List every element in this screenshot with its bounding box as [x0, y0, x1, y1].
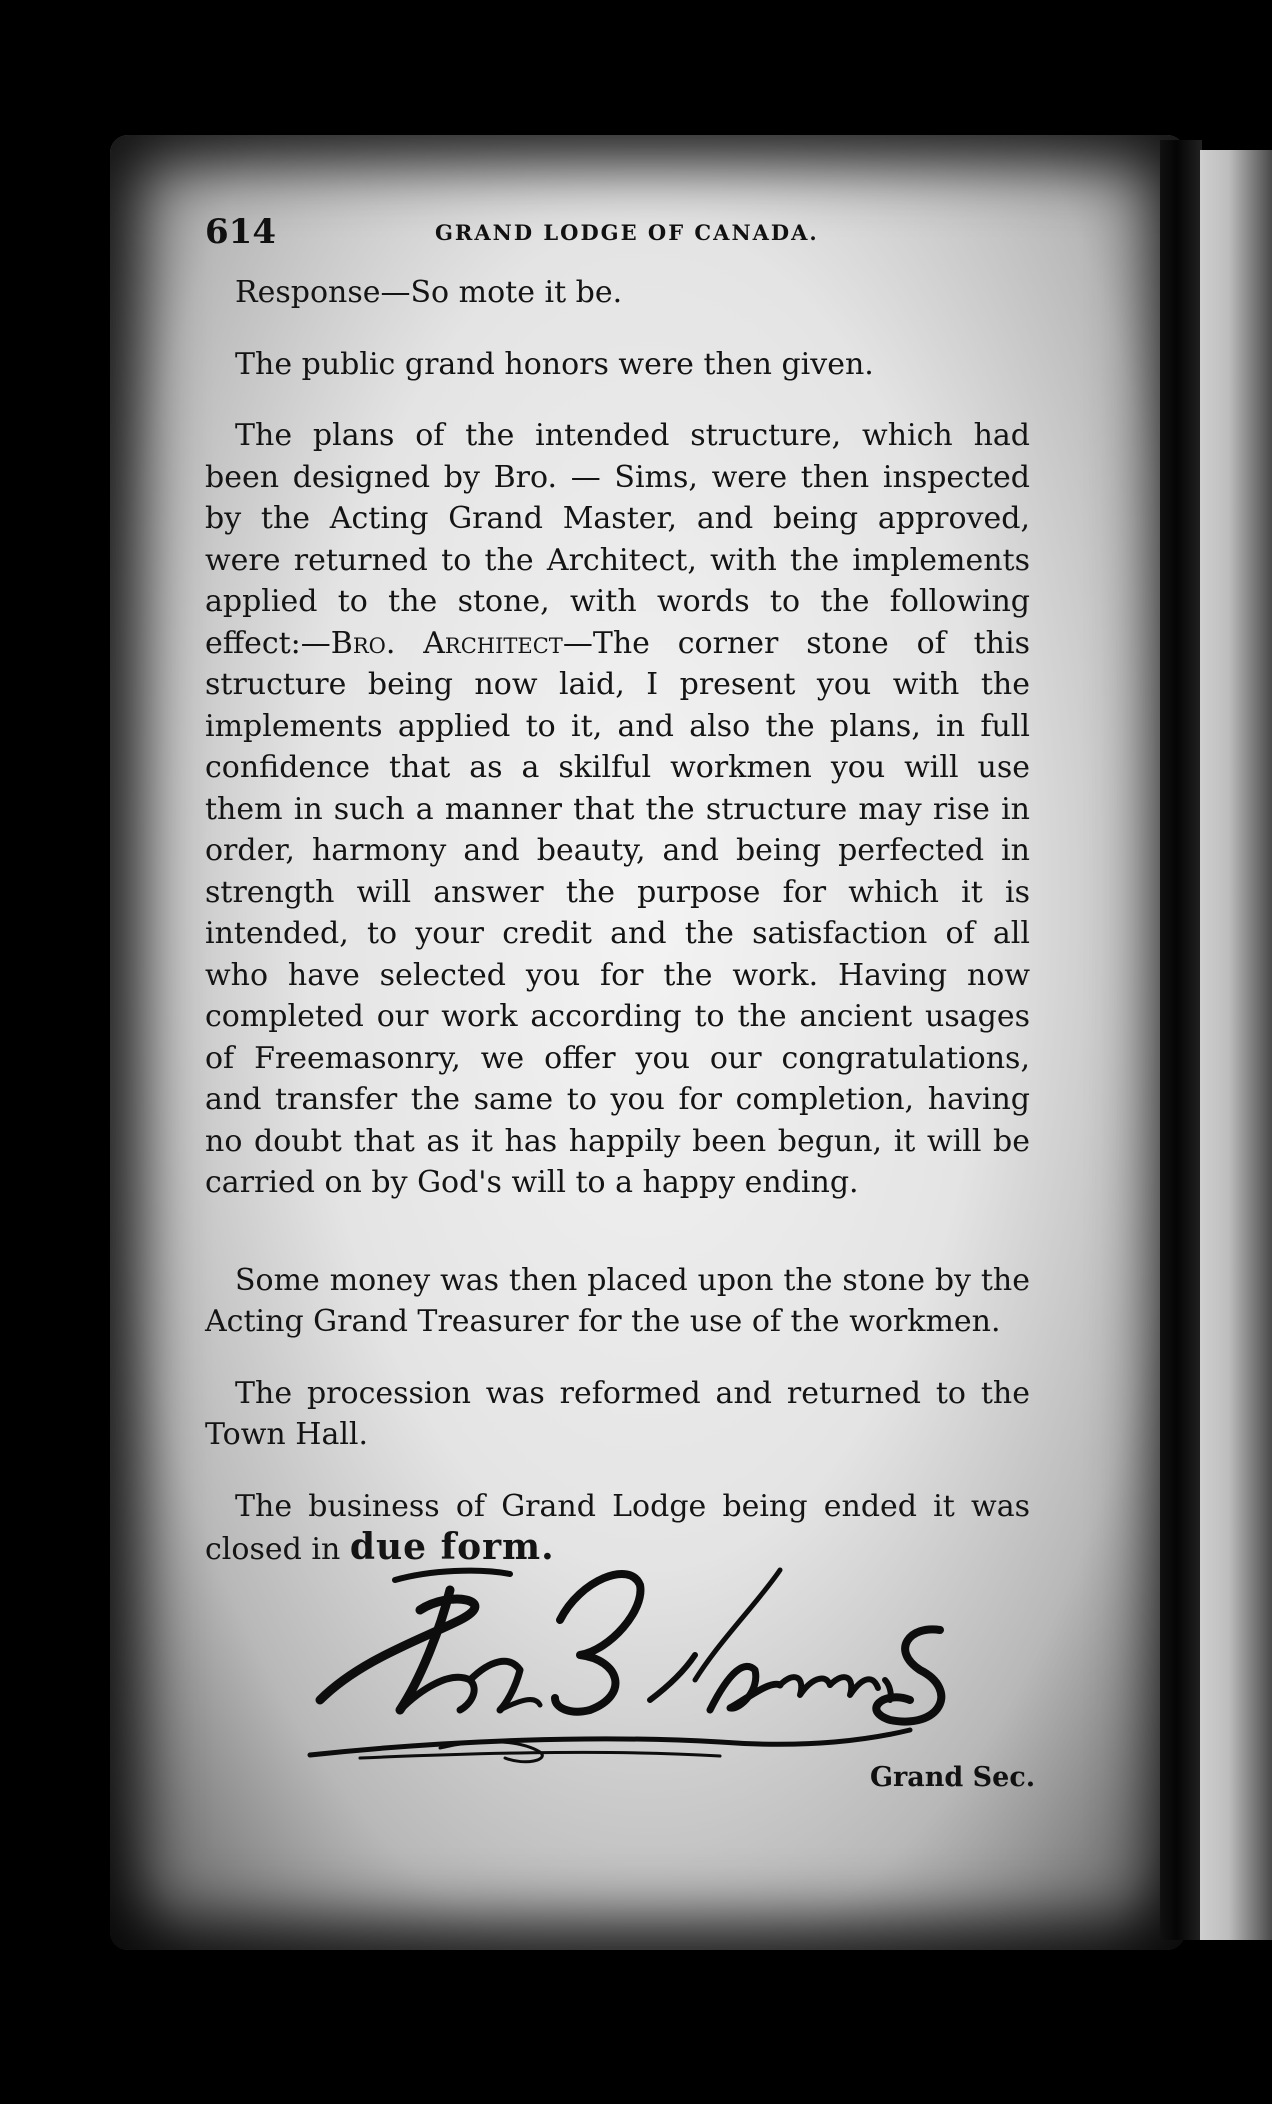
running-head: GRAND LODGE OF CANADA. [435, 220, 819, 245]
bro-architect-smallcaps: Bro. Architect [330, 625, 563, 661]
paragraph-plans [205, 415, 1030, 1204]
closing-text: The business of Grand Lodge being ended it was closed in [205, 1488, 1030, 1567]
plans-text-2: —The corner stone of this structure being now laid, I present you with the implements applied to it, and also the plans, in full confidence that as a skilful workmen you will use them in such a manner that the structure may rise in order, harmony and beauty, and being perfected in strength will answer the purpose for which it is intended, to your credit and the satisfaction of all who have selected you for the work. Having now completed our work according to the ancient usages of Freemasonry, we offer you our congratulations, and transfer the same to you for completion, having no doubt that as it has happily been begun, it will be carried on by God's will to a happy ending. [205, 625, 1030, 1200]
paragraph-response: Response—So mote it be. [235, 275, 623, 310]
paragraph-procession: The procession was reformed and returned to the Town Hall. [205, 1375, 1030, 1452]
paragraph-closing [205, 1486, 1030, 1571]
due-form-blackletter: due form. [349, 1526, 555, 1568]
signature-title: Grand Sec. [870, 1762, 1036, 1793]
page-header [205, 212, 1035, 252]
body-text [205, 272, 1030, 1601]
handwritten-signature [300, 1560, 980, 1780]
book-gutter [1160, 140, 1202, 1940]
paragraph-honors: The public grand honors were then given. [235, 346, 874, 382]
paragraph-money: Some money was then placed upon the stone by the Acting Grand Treasurer for the use of the workmen. [205, 1262, 1030, 1339]
plans-text-1: The plans of the intended structure, which had been designed by Bro. — Sims, were then inspected by the Acting Grand Master, and being approved, were returned to the Architect, with the implements applied to the stone, with words to the following effect:— [205, 418, 1030, 661]
adjacent-page-edge [1200, 150, 1272, 1940]
page-number: 614 [205, 212, 276, 252]
